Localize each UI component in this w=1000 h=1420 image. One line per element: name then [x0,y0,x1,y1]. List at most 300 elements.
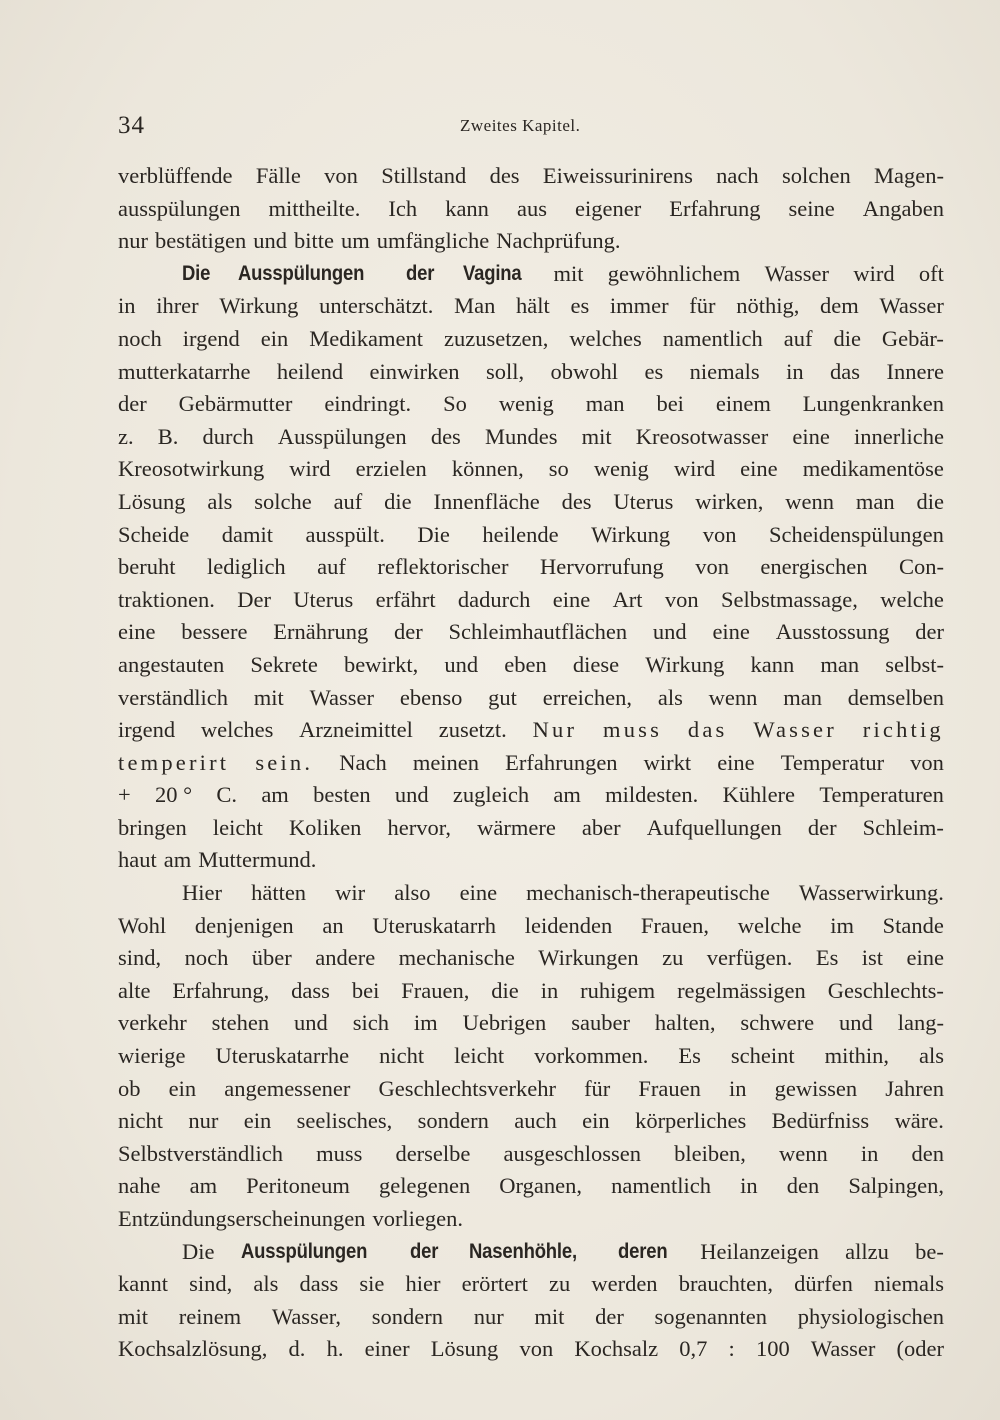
word: dürfen [794,1271,853,1297]
word: damit [221,521,273,547]
text-line [118,844,944,877]
word: in [729,1075,747,1101]
word: nur [473,1303,504,1329]
word: innerliche [853,423,944,449]
word: Muttermund. [198,847,317,873]
word: eigener [575,195,642,221]
word: im [413,1010,438,1036]
word: Wasser [764,260,829,286]
word: Die [417,521,450,547]
word: über [251,945,292,971]
word: am [261,782,289,808]
word: verkehr [118,1010,187,1036]
word: Koliken [288,814,362,840]
word: für [584,1075,611,1101]
word: sich [352,1010,389,1036]
text-line [118,910,944,943]
word: der [915,619,944,645]
word: auf [333,488,363,514]
text-line [118,1105,944,1138]
word: So [443,391,467,417]
page-number: 34 [118,112,145,139]
word: eine [552,586,591,612]
word: besten [313,782,371,808]
word: : [728,1336,735,1362]
word: einwirken [369,358,460,384]
word: auf [783,325,813,351]
text-line [118,1301,944,1334]
text-line [118,421,944,454]
word: scheint [730,1043,795,1069]
emphasized-word: muss [603,717,663,743]
inline-heading-word: der [410,1239,439,1263]
word: reinem [178,1303,242,1329]
word: Wasser [810,1336,876,1362]
word: Hier [182,880,222,906]
word: Wirkung [591,521,671,547]
body-text [118,160,944,1366]
word: diese [572,651,620,677]
word: haut [118,847,157,873]
emphasized-word: Wasser [753,717,837,743]
word: es [644,358,664,384]
word: Ausstossung [775,619,890,645]
word: bessere [181,619,248,645]
emphasized-word: sein. [255,749,314,775]
word: wir [335,880,366,906]
word: seine [788,195,835,221]
word: Kochsalz [574,1336,659,1362]
text-line [118,356,944,389]
text-line [118,1073,944,1106]
word: gewissen [774,1075,858,1101]
word: B. [157,423,179,449]
word: Wasser, [271,1303,342,1329]
word: Ernährung [273,619,369,645]
word: energischen [760,554,868,580]
word: des [430,423,461,449]
word: eine [740,456,778,482]
word: nicht [379,1043,425,1069]
text-line [118,942,944,975]
inline-heading-word: Vagina [462,261,522,285]
word: zu [662,945,684,971]
word: solchen [781,163,851,188]
text-line [118,290,944,323]
text-line [118,519,944,552]
emphasized-word: Nur [532,717,578,743]
word: nach [716,163,759,188]
word: mechanische [398,945,515,971]
word: von [664,586,699,612]
word: eine [906,945,944,971]
word: Temperatur [780,749,885,775]
word: der [118,391,147,417]
word: zusetzt. [438,717,507,743]
word: nöthig, [736,293,800,319]
text-line [118,682,944,715]
word: mittheilte. [268,195,361,221]
word: Frauen [638,1075,701,1101]
word: Frauen, [640,912,710,938]
word: aber [581,814,621,840]
word: halten, [654,1010,716,1036]
word: verfügen. [706,945,793,971]
word: für [689,293,716,319]
word: lediglich [206,554,286,580]
word: und [294,1010,328,1036]
text-line [118,388,944,421]
word: wird [289,456,331,482]
word: dem [820,293,859,319]
word: können, [451,456,524,482]
word: an [322,912,344,938]
word: Salpingen, [848,1173,944,1199]
word: irgend [118,717,176,743]
text-line [118,1040,944,1073]
word: Uteruskatarrh [372,912,497,938]
word: welche [880,586,944,612]
word: ruhigem [580,977,656,1003]
emphasized-word: das [687,717,728,743]
word: ebenso [399,684,463,710]
word: man [855,488,895,514]
word: leicht [454,1043,505,1069]
word: am [163,847,192,873]
word: Lösung [430,1336,499,1362]
text-line [118,812,944,845]
word: also [394,880,431,906]
word: Selbstverständlich [118,1140,283,1166]
word: Wirkungen [538,945,639,971]
word: nahe [118,1173,161,1199]
word: Man [454,293,496,319]
word: bleiben, [674,1140,746,1166]
text-line [118,323,944,356]
word: lang- [897,1010,944,1036]
word: mithin, [824,1043,890,1069]
word: ausspülungen [118,195,241,221]
word: dadurch [457,586,531,612]
word: bringen [118,814,187,840]
word: Bedürfniss [771,1108,870,1134]
word: welches [569,325,642,351]
word: ein [168,1075,197,1101]
word: man [783,684,822,710]
word: ausgeschlossen [503,1140,641,1166]
word: Der [237,586,271,612]
word: der [393,619,423,645]
word: d. [288,1336,306,1362]
word: wirkt [643,749,692,775]
text-line [118,616,944,649]
word: Peritoneum [246,1173,350,1199]
word: sogenannten [654,1303,768,1329]
word: Con- [898,554,944,580]
word: nur [118,228,148,254]
text-line [118,1268,944,1301]
word: Aufquellungen [646,814,782,840]
word: wenn [708,684,758,710]
word: und [253,228,287,254]
word: demselben [847,684,944,710]
word: einer [364,1336,410,1362]
word: immer [609,293,669,319]
word: wärmere [477,814,556,840]
word: obwohl [550,358,619,384]
word: soll, [485,358,525,384]
word: wenn [779,1140,828,1166]
word: oft [918,260,944,286]
word: regelmässigen [677,977,806,1003]
word: Lungenkranken [802,391,944,417]
word: alte [118,977,151,1003]
word: hier [405,1271,441,1297]
word: leidenden [524,912,613,938]
word: der [807,814,837,840]
word: Eiweissurinirens [542,163,693,188]
word: heilende [482,521,559,547]
word: brauchten, [678,1271,774,1297]
word: niemals [874,1271,944,1297]
text-line [118,649,944,682]
word: traktionen. [118,586,215,612]
word: als [919,1043,944,1069]
word: kannt [118,1271,168,1297]
inline-heading-word: Ausspülungen [238,261,365,285]
word: zuzusetzen, [444,325,549,351]
word: Scheidenspülungen [768,521,944,547]
word: heilend [276,358,344,384]
word: körperliches [635,1108,747,1134]
word: noch [118,325,162,351]
word: als [207,488,233,514]
word: eine [717,749,755,775]
word: in [860,1140,879,1166]
word: wirken, [695,488,764,514]
word: mildesten. [605,782,699,808]
page-header [118,112,944,142]
word: Sekrete [250,651,318,677]
word: z. [118,423,134,449]
word: Innenfläche [433,488,540,514]
word: erfährt [375,586,436,612]
word: durch [202,423,254,449]
word: Uebrigen [462,1010,547,1036]
word: am [189,1173,218,1199]
word: hervor, [387,814,451,840]
text-line [118,486,944,519]
word: Nach [339,749,387,775]
word: Kreosotwirkung [118,456,265,482]
word: vorliegen. [372,1206,464,1231]
word: solche [254,488,312,514]
word: Es [815,945,839,971]
word: 100 [755,1336,790,1362]
word: zu [548,1271,571,1297]
word: Erfahrung, [172,977,270,1003]
text-line [118,1138,944,1171]
word: wenig [593,456,649,482]
word: mit [253,684,284,710]
word: sondern [371,1303,443,1329]
word: selbst- [885,651,944,677]
word: nur [188,1108,219,1134]
word: sauber [571,1010,630,1036]
word: umfängliche [376,228,490,254]
word: es [570,293,590,319]
word: man [820,651,860,677]
word: Wasser [879,293,944,319]
word: den [911,1140,944,1166]
word: Medikament [309,325,424,351]
text-line [118,225,944,258]
word: gut [488,684,517,710]
text-line [118,193,944,226]
word: Arzneimittel [299,717,413,743]
word: Uterus [613,488,674,514]
word: Ausspülungen [277,423,407,449]
word: kann [750,651,795,677]
word: des [489,163,520,188]
word: Fälle [255,163,301,188]
word: angemessener [224,1075,351,1101]
word: Angaben [862,195,944,221]
word: Scheide [118,521,190,547]
word: auf [317,554,346,580]
inline-heading-word: Die [182,261,211,285]
word: Temperaturen [819,782,944,808]
word: gelegenen [379,1173,471,1199]
word: leicht [212,814,263,840]
word: von [695,554,729,580]
word: und [652,619,687,645]
word: Erfahrungen [505,749,618,775]
word: kann [445,195,489,221]
word: + [118,782,131,808]
word: bei [351,977,380,1003]
word: von [324,163,358,188]
word: von [910,749,944,775]
word: ein [582,1108,610,1134]
text-line [118,453,944,486]
word: eine [459,880,498,906]
word: Innere [886,358,944,384]
word: in [118,293,136,319]
word: Uteruskatarrhe [215,1043,350,1069]
word: ein [260,325,289,351]
word: man [585,391,625,417]
word: denjenigen [194,912,294,938]
word: Kühlere [722,782,796,808]
word: zugleich [452,782,530,808]
word: in [786,358,804,384]
word: Hervorrufung [540,554,664,580]
text-line [118,1333,944,1366]
word: Kreosotwasser [635,423,769,449]
word: medikamentöse [802,456,944,482]
word: h. [326,1336,344,1362]
word: am [553,782,581,808]
word: den [786,1173,820,1199]
word: Wohl [118,912,167,938]
text-line [118,1007,944,1040]
word: sie [359,1271,385,1297]
word: schwere [740,1010,815,1036]
word: sind, [189,1271,233,1297]
word: von [519,1336,554,1362]
word: mechanisch-therapeutische [526,880,770,906]
word: namentlich [662,325,763,351]
text-line [118,779,944,812]
word: erreichen, [542,684,633,710]
word: nicht [118,1108,163,1134]
text-line [118,975,944,1008]
word: ein [243,1108,272,1134]
word: und [394,782,429,808]
word: in [740,1173,758,1199]
word: muss [316,1140,363,1166]
word: wäre. [894,1108,944,1134]
word: Schleim- [862,814,944,840]
word: unterschätzt. [319,293,434,319]
word: Art [612,586,643,612]
word: so [548,456,569,482]
word: und [444,651,479,677]
word: eine [792,423,830,449]
word: eine [712,619,750,645]
word: 20 ° [154,782,193,808]
word: ob [118,1075,141,1101]
word: eindringt. [324,391,412,417]
word: verständlich [118,684,228,710]
word: dass [291,977,330,1003]
running-head: Zweites Kapitel. [460,116,581,135]
word: wierige [118,1043,186,1069]
word: welches [200,717,274,743]
word: bestätigen [155,228,247,254]
word: hält [516,293,550,319]
text-line [118,877,944,910]
word: Entzündungserscheinungen [118,1206,366,1231]
word: als [253,1271,279,1297]
word: und [839,1010,873,1036]
word: Kochsalzlösung, [118,1336,268,1362]
word: Geschlechts- [827,977,944,1003]
word: die [916,488,944,514]
word: dass [299,1271,339,1297]
word: als [657,684,683,710]
text-line [118,258,944,291]
word: stehen [211,1010,270,1036]
word: Wasserwirkung. [798,880,944,906]
word: Organen, [499,1173,582,1199]
inline-heading-word: deren [617,1239,668,1263]
word: niemals [689,358,760,384]
word: Gebär- [881,325,944,351]
text-line [118,1203,944,1236]
word: Magen- [874,163,944,188]
word: Nachprüfung. [496,228,621,254]
word: Schleimhautflächen [448,619,628,645]
word: noch [184,945,229,971]
word: beruht [118,554,176,580]
word: einem [715,391,771,417]
word: Die [182,1238,215,1264]
word: mit [553,260,584,286]
inline-heading-word: Nasenhöhle, [468,1239,577,1263]
inline-heading-word: Ausspülungen [240,1239,367,1263]
